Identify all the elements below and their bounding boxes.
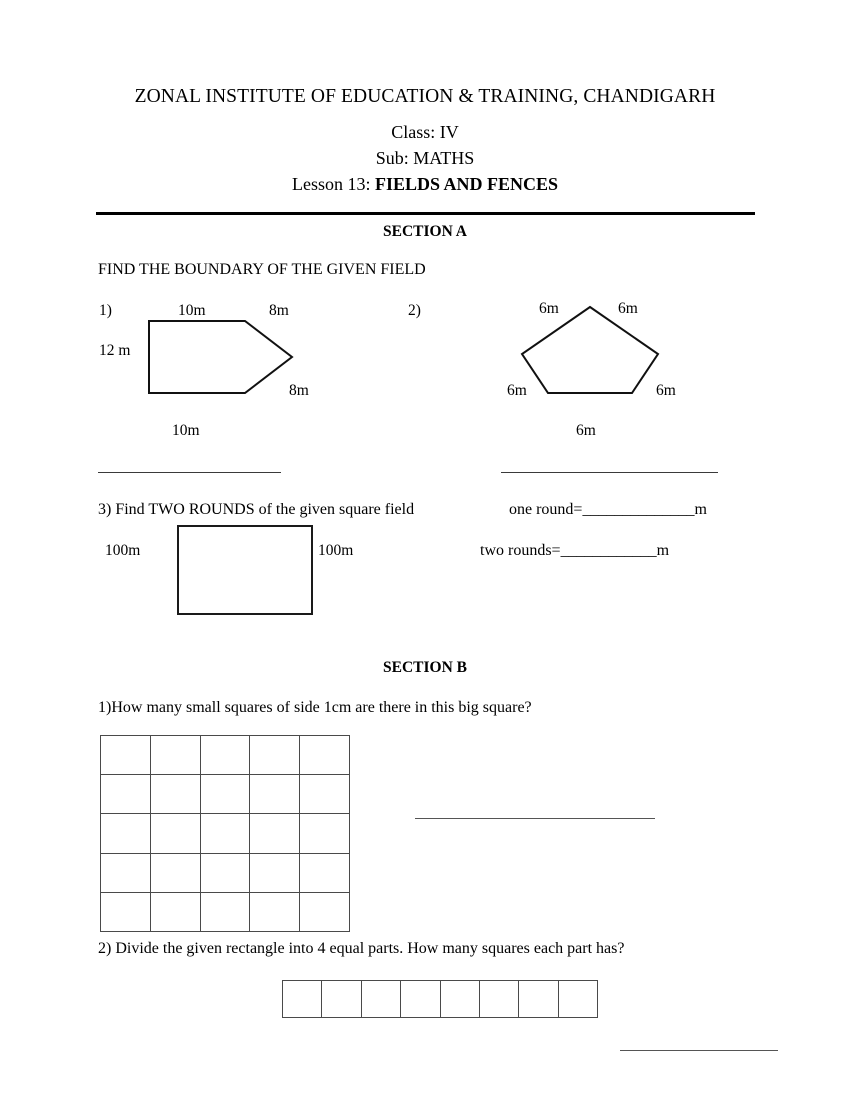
grid-cell	[283, 981, 322, 1018]
class-line: Class: IV	[391, 122, 459, 142]
section-b-q2-answer-blank[interactable]	[620, 1050, 778, 1051]
grid-cell	[300, 736, 350, 775]
grid-cell	[519, 981, 558, 1018]
q1-label-bottom: 10m	[172, 422, 200, 439]
q1-number: 1)	[99, 302, 112, 319]
lesson-title: FIELDS AND FENCES	[374, 174, 559, 194]
section-a-heading: SECTION A	[383, 223, 467, 240]
section-b-q1-text: 1)How many small squares of side 1cm are there in this big square?	[98, 699, 532, 716]
q1-arrow-pentagon-shape	[140, 312, 310, 407]
q1-label-upper-right: 8m	[269, 302, 289, 319]
q3-side-right-label: 100m	[318, 542, 354, 559]
section-a-instruction: FIND THE BOUNDARY OF THE GIVEN FIELD	[98, 261, 426, 278]
grid-cell	[300, 854, 350, 893]
q1-answer-blank[interactable]	[98, 472, 281, 473]
page-title: ZONAL INSTITUTE OF EDUCATION & TRAINING, CHANDIGARH	[134, 86, 716, 107]
section-b-q1-answer-blank[interactable]	[415, 818, 655, 819]
grid-cell	[101, 814, 151, 853]
grid-cell	[201, 854, 251, 893]
grid-cell	[151, 736, 201, 775]
subject-line: Sub: MATHS	[375, 148, 475, 168]
q2-number: 2)	[408, 302, 421, 319]
q2-answer-blank[interactable]	[501, 472, 718, 473]
grid-cell	[300, 814, 350, 853]
header-divider	[96, 212, 755, 215]
q3-one-round	[509, 501, 707, 519]
q3-square-field-shape	[177, 525, 313, 615]
rectangle-strip-grid	[282, 980, 598, 1018]
grid-cell	[250, 736, 300, 775]
q3-text: 3) Find TWO ROUNDS of the given square field	[98, 501, 415, 518]
grid-cell	[201, 893, 251, 932]
q1-label-top: 10m	[178, 302, 206, 319]
lesson-line	[96, 174, 754, 195]
grid-cell	[300, 775, 350, 814]
grid-cell	[322, 981, 361, 1018]
q2-label-right: 6m	[656, 382, 676, 399]
q3-one-round-label: one round=	[509, 501, 583, 518]
grid-cell	[250, 814, 300, 853]
grid-cell	[401, 981, 440, 1018]
grid-cell	[250, 775, 300, 814]
grid-cell	[480, 981, 519, 1018]
q3-two-rounds	[480, 542, 669, 560]
q2-label-upper-left: 6m	[539, 300, 559, 317]
q3-one-round-unit: m	[694, 501, 707, 518]
grid-cell	[362, 981, 401, 1018]
big-square-grid	[100, 735, 350, 932]
grid-cell	[300, 893, 350, 932]
q3-two-rounds-unit: m	[656, 542, 670, 559]
q1-label-left: 12 m	[99, 342, 131, 359]
grid-cell	[250, 854, 300, 893]
q2-label-bottom: 6m	[576, 422, 596, 439]
section-b-q2-text: 2) Divide the given rectangle into 4 equal parts. How many squares each part has?	[98, 940, 625, 957]
grid-cell	[201, 736, 251, 775]
grid-cell	[101, 893, 151, 932]
grid-cell	[250, 893, 300, 932]
q2-label-upper-right: 6m	[618, 300, 638, 317]
grid-cell	[151, 893, 201, 932]
q2-regular-pentagon-shape	[515, 302, 665, 397]
grid-cell	[151, 854, 201, 893]
grid-cell	[201, 775, 251, 814]
lesson-prefix: Lesson 13:	[291, 174, 375, 194]
grid-cell	[201, 814, 251, 853]
grid-cell	[101, 775, 151, 814]
grid-cell	[441, 981, 480, 1018]
grid-cell	[101, 736, 151, 775]
q1-label-lower-right: 8m	[289, 382, 309, 399]
q2-label-left: 6m	[507, 382, 527, 399]
q3-two-rounds-blank[interactable]: ____________	[560, 542, 657, 559]
q3-one-round-blank[interactable]: ______________	[582, 501, 695, 518]
q3-side-left-label: 100m	[105, 542, 141, 559]
grid-cell	[101, 854, 151, 893]
grid-cell	[151, 814, 201, 853]
section-b-heading: SECTION B	[383, 659, 467, 676]
grid-cell	[559, 981, 598, 1018]
q3-two-rounds-label: two rounds=	[480, 542, 561, 559]
grid-cell	[151, 775, 201, 814]
